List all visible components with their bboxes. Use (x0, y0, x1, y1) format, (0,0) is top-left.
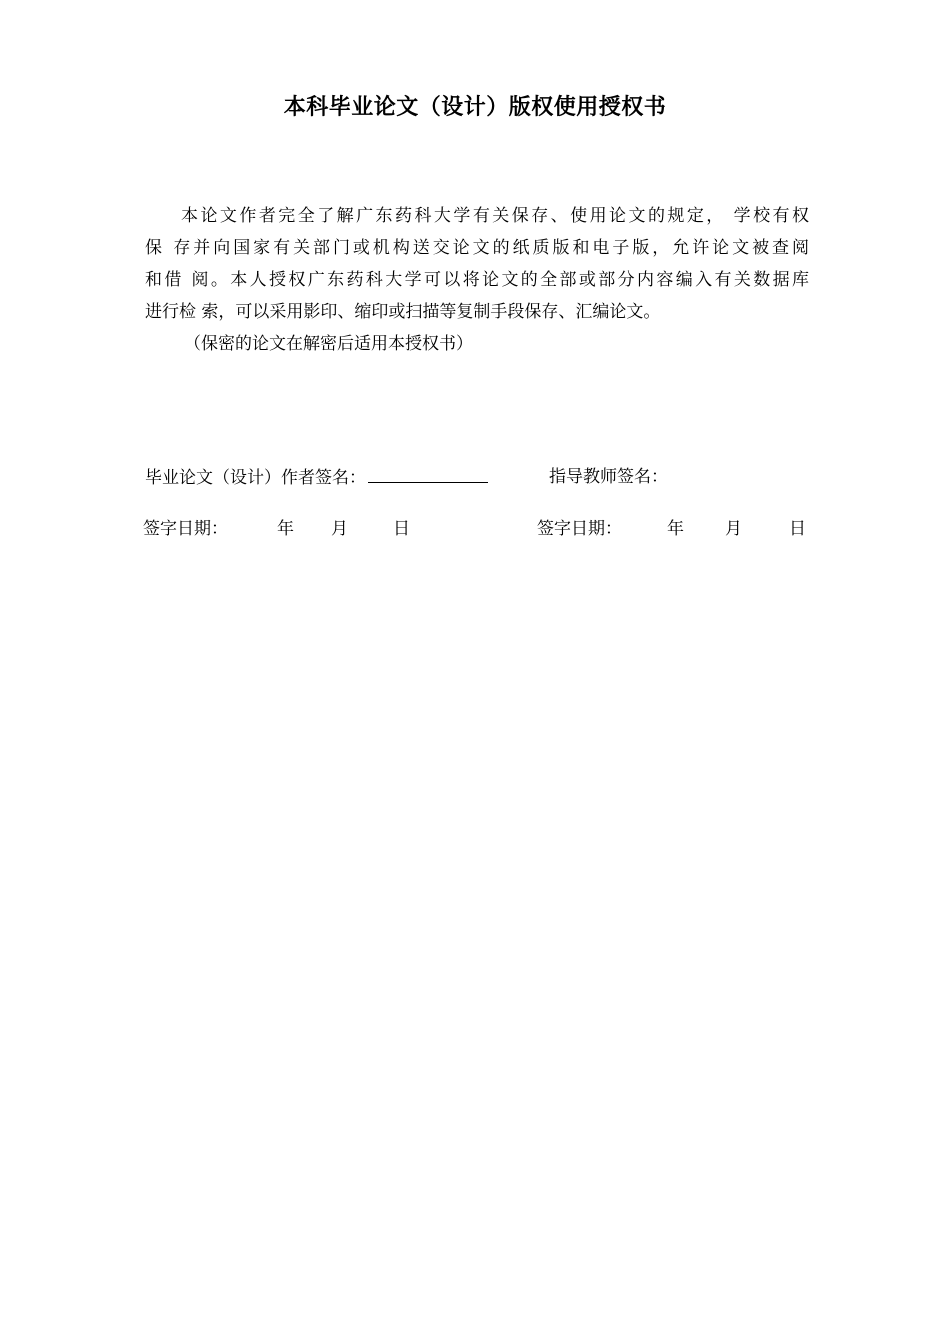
paragraph-line-2: 保 存并向国家有关部门或机构送交论文的纸质版和电子版，允许论文被查阅 (145, 238, 809, 258)
advisor-date-month: 月 (725, 519, 742, 539)
advisor-signature-label: 指导教师签名： (549, 467, 668, 487)
advisor-date-day: 日 (789, 519, 806, 539)
author-date-year: 年 (277, 519, 294, 539)
author-signature-label: 毕业论文（设计）作者签名： (145, 468, 366, 488)
author-date-day: 日 (393, 519, 410, 539)
advisor-date-label: 签字日期： (537, 519, 622, 539)
advisor-date-year: 年 (667, 519, 684, 539)
paragraph-line-1: 本论文作者完全了解广东药科大学有关保存、使用论文的规定， 学校有权 (181, 206, 809, 226)
confidential-note: （保密的论文在解密后适用本授权书） (184, 334, 473, 354)
author-signature-row (145, 462, 488, 493)
document-title: 本科毕业论文（设计）版权使用授权书 (283, 95, 667, 120)
advisor-signature-row (549, 462, 668, 492)
author-date-month: 月 (331, 519, 348, 539)
authorization-paragraph (145, 200, 809, 328)
paragraph-line-4: 进行检 索，可以采用影印、缩印或扫描等复制手段保存、汇编论文。 (145, 302, 661, 322)
paragraph-line-3: 和借 阅。本人授权广东药科大学可以将论文的全部或部分内容编入有关数据库 (145, 270, 809, 290)
author-date-label: 签字日期： (143, 519, 228, 539)
author-signature-line[interactable] (368, 462, 488, 483)
